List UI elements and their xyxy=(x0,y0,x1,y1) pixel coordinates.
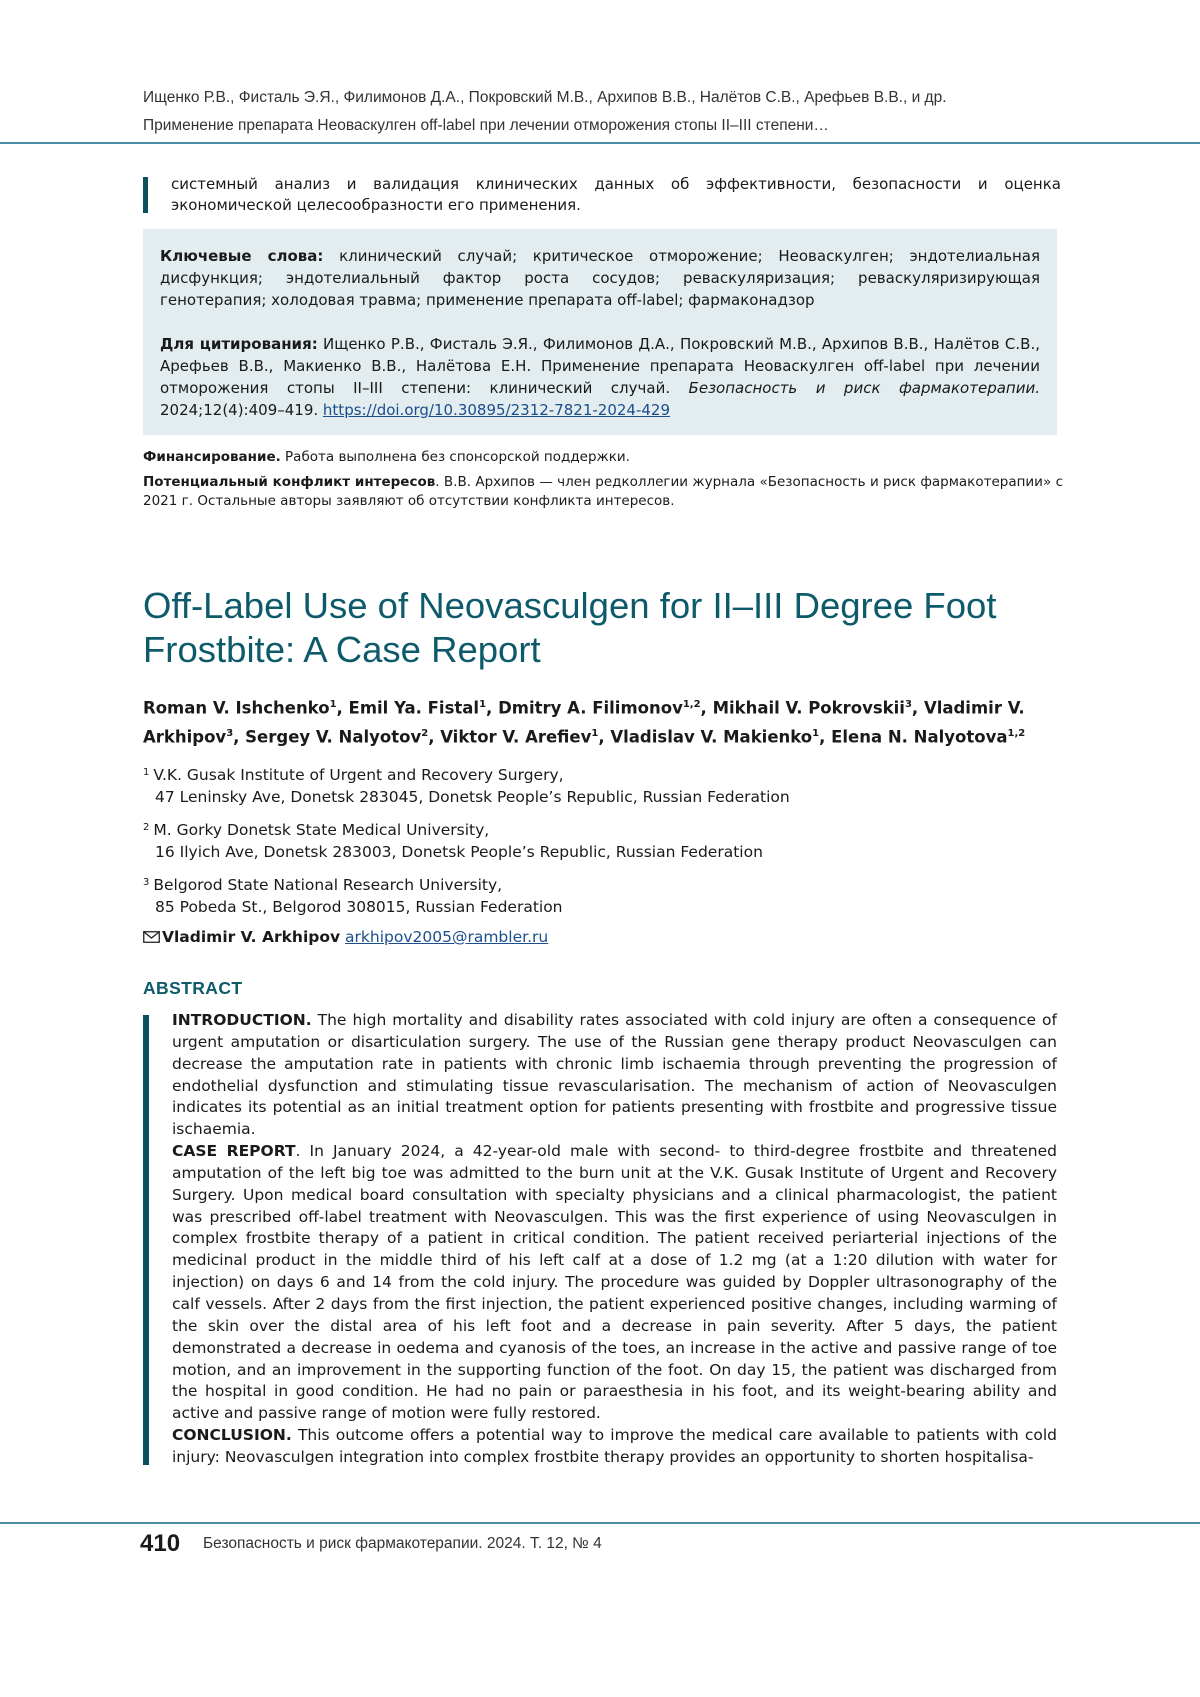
abstract-conclusion xyxy=(172,1425,1057,1469)
running-head-authors: Ищенко Р.В., Фисталь Э.Я., Филимонов Д.А., Покровский М.В., Архипов В.В., Налётов С.В., Арефьев В.В., и др. xyxy=(143,89,947,106)
affiliation-address: 16 Ilyich Ave, Donetsk 283003, Donetsk People’s Republic, Russian Federation xyxy=(155,843,763,861)
author-name: Vladislav V. Makienko xyxy=(610,727,813,746)
affiliation-number: 2 xyxy=(143,822,150,833)
intro-continuation: системный анализ и валидация клинических данных об эффективности, безопасности и оценка экономической целесообразности его применения. xyxy=(171,175,1061,214)
citation-volume: 2024;12(4):409–419. xyxy=(160,401,323,419)
author-name: Mikhail V. Pokrovskii xyxy=(712,698,905,718)
page-number: 410 xyxy=(140,1530,181,1557)
affiliation-name: M. Gorky Donetsk State Medical University, xyxy=(153,821,490,839)
running-head-title: Применение препарата Неоваскулген off-label при лечении отморожения стопы II–III степени… xyxy=(143,117,829,134)
author-affiliation-number: 2 xyxy=(421,727,429,739)
citation-journal: Безопасность и риск фармакотерапии. xyxy=(688,379,1040,397)
author-affiliation-number: 1 xyxy=(591,727,599,739)
introduction-text: The high mortality and disability rates associated with cold injury are often a consequence of urgent amputation or disarticulation surgery. The use of the Russian gene therapy product Neovasculgen can decrease the amputation rate in patients with chronic limb ischaemia through preventing the progression of endothelial dysfunction and stimulating tissue revascularisation. The mechanism of action of Neovasculgen indicates its potential as an initial treatment option for patients presenting with frostbite and progressive tissue ischaemia. xyxy=(172,1011,1057,1139)
author-name: Elena N. Nalyotova xyxy=(831,727,1008,746)
author-name: Viktor V. Arefiev xyxy=(440,727,592,746)
affiliation-name: V.K. Gusak Institute of Urgent and Recovery Surgery, xyxy=(153,766,564,784)
author-affiliation-number: 1,2 xyxy=(682,699,701,710)
affiliation-3 xyxy=(143,872,1043,918)
abstract-heading: ABSTRACT xyxy=(143,978,243,998)
citation-label: Для цитирования: xyxy=(160,335,318,353)
abstract-introduction xyxy=(172,1010,1057,1141)
citation-text: Ищенко Р.В., Фисталь Э.Я., Филимонов Д.А., Покровский М.В., Архипов В.В., Налётов С.В., Арефьев В.В., Макиенко В.В., Налётова Е.Н. Применение препарата Неоваскулген off-label при лечении отморожения стопы II–III степени: клинический случай. xyxy=(160,335,1040,397)
keywords-text: клинический случай; критическое отморожение; Неоваскулген; эндотелиальная дисфункция; эндотелиальный фактор роста сосудов; реваскуляризация; реваскуляризирующая генотерапия; холодовая травма; применение препарата off-label; фармаконадзор xyxy=(160,247,1040,309)
funding-label: Финансирование. xyxy=(143,449,281,465)
author-affiliation-number: 1 xyxy=(479,699,487,710)
conflict-statement xyxy=(143,473,1063,511)
conflict-text: . В.В. Архипов — член редколлегии журнала «Безопасность и риск фармакотерапии» с 2021 г. Остальные авторы заявляют об отсутствии конфликта интересов. xyxy=(143,474,1063,509)
abstract-case-report xyxy=(172,1141,1057,1425)
corresponding-author: Vladimir V. Arkhipov xyxy=(162,928,341,946)
introduction-label: INTRODUCTION. xyxy=(172,1011,312,1029)
author-affiliation-number: 1,2 xyxy=(1007,727,1026,739)
conclusion-label: CONCLUSION. xyxy=(172,1426,292,1445)
author-name: Vladimir V. Arkhipov xyxy=(143,698,1025,746)
affiliation-1 xyxy=(143,762,1043,808)
author-list: Roman V. Ishchenko$^1$, Emil Ya. Fistal$^1$, Dmitry A. Filimonov$^{1,2}$, Mikhail V. Pokrovskii$^3$, Vladimir V. Arkhipov$^3$, Sergey V. Nalyotov$^2$, Viktor V. Arefiev$^1$, Vladislav V. Makienko$^1$, Elena N. Nalyotova$^{1,2}$ xyxy=(143,698,1026,746)
footer-rule xyxy=(0,1522,1200,1524)
citation xyxy=(160,333,1040,421)
affiliation-number: 1 xyxy=(143,767,150,778)
affiliation-address: 47 Leninsky Ave, Donetsk 283045, Donetsk People’s Republic, Russian Federation xyxy=(155,788,790,806)
affiliation-name: Belgorod State National Research University, xyxy=(153,876,503,894)
abstract-body xyxy=(172,1010,1057,1469)
doi-link[interactable]: https://doi.org/10.30895/2312-7821-2024-429 xyxy=(322,401,670,419)
author-affiliation-number: 3 xyxy=(226,727,234,739)
affiliation-2 xyxy=(143,817,1043,863)
author-affiliation-number: 1 xyxy=(812,727,820,739)
keywords-label: Ключевые слова: xyxy=(160,247,324,265)
case-report-label: CASE REPORT xyxy=(172,1142,296,1161)
running-head xyxy=(143,84,1083,140)
article-title: Off-Label Use of Neovasculgen for II–III Degree Foot Frostbite: A Case Report xyxy=(143,585,997,670)
intro-side-bar xyxy=(143,177,148,213)
header-rule xyxy=(0,142,1200,144)
case-report-text: . In January 2024, a 42-year-old male with second- to third-degree frostbite and threatened amputation of the left big toe was admitted to the burn unit at the V.K. Gusak Institute of Urgent and Recovery Surgery. Upon medical board consultation with specialty physicians and a clinical pharmacologist, the patient was prescribed off-label treatment with Neovasculgen. This was the first experience of using Neovasculgen in complex frostbite therapy of a patient in critical condition. The patient received periarterial injections of the medicinal product in the middle third of his left calf at a dose of 1.2 mg (at a 1:20 dilution with water for injection) on days 6 and 14 from the cold injury. The procedure was guided by Doppler ultrasonography of the calf vessels. After 2 days from the first injection, the patient experienced positive changes, including warming of the skin over the distal area of his left foot and a decrease in pain severity. After 5 days, the patient demonstrated a decrease in oedema and cyanosis of the toes, an increase in the active and passive range of toe motion, and an improvement in the supporting function of the foot. On day 15, the patient was discharged from the hospital in good condition. He had no pain or paraesthesia in his foot, and its weight-bearing ability and active and passive range of motion were fully restored. xyxy=(172,1142,1057,1423)
abstract-side-bar xyxy=(143,1015,149,1465)
funding-statement xyxy=(143,448,1063,467)
conflict-label: Потенциальный конфликт интересов xyxy=(143,474,436,490)
journal-footer: Безопасность и риск фармакотерапии. 2024. Т. 12, № 4 xyxy=(203,1535,602,1552)
author-affiliation-number: 3 xyxy=(904,699,912,710)
conclusion-text: This outcome offers a potential way to improve the medical care available to patients with cold injury: Neovasculgen integration into complex frostbite therapy provides an opportunity to shorten hospitalisa- xyxy=(172,1426,1057,1466)
author-affiliation-number: 1 xyxy=(329,699,337,710)
affiliation-address: 85 Pobeda St., Belgorod 308015, Russian Federation xyxy=(155,898,563,916)
author-name: Dmitry A. Filimonov xyxy=(498,698,683,718)
correspondence xyxy=(143,926,548,948)
funding-text: Работа выполнена без спонсорской поддержки. xyxy=(280,449,630,465)
author-name: Emil Ya. Fistal xyxy=(348,698,480,718)
envelope-icon xyxy=(143,931,160,943)
affiliation-number: 3 xyxy=(143,877,150,888)
keywords xyxy=(160,245,1040,311)
author-name: Roman V. Ishchenko xyxy=(143,698,330,718)
email-link[interactable]: arkhipov2005@rambler.ru xyxy=(345,928,549,946)
author-name: Sergey V. Nalyotov xyxy=(245,727,422,746)
